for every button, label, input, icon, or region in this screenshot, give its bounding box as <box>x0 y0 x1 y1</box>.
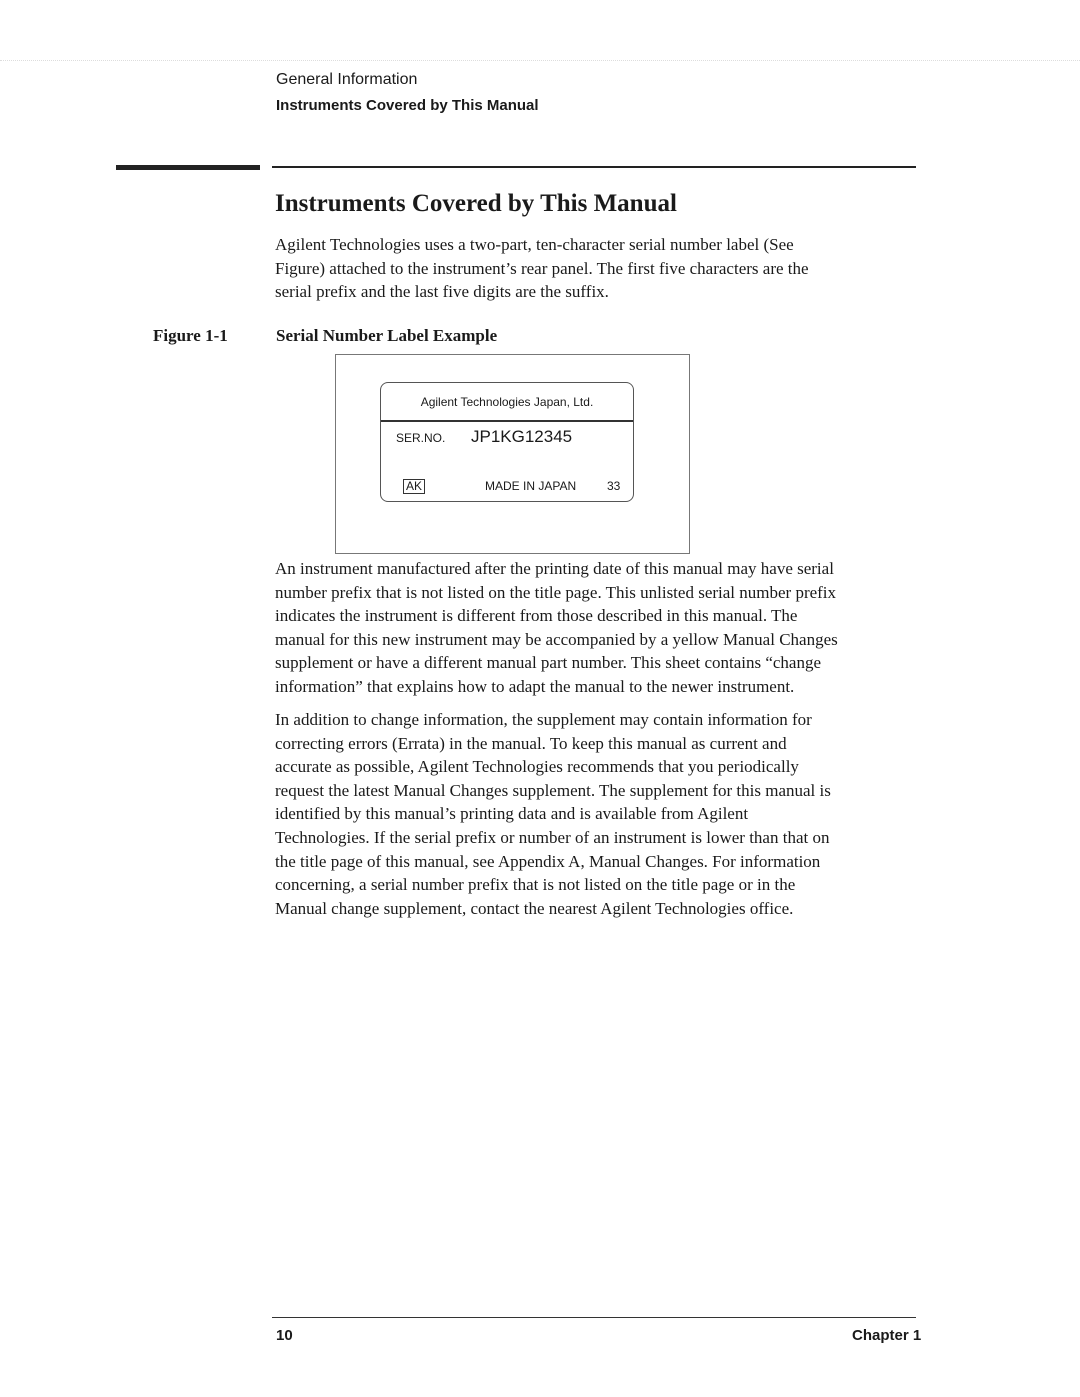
label-company: Agilent Technologies Japan, Ltd. <box>420 395 594 409</box>
text-line: In addition to change information, the supplement may contain information for <box>275 710 812 729</box>
section-bar <box>116 165 260 170</box>
page-number: 10 <box>276 1327 293 1344</box>
text-line: concerning, a serial number prefix that is not listed on the title page or in the <box>275 875 796 895</box>
scan-edge <box>0 60 1080 61</box>
text-line: Manual change supplement, contact the nearest Agilent Technologies office. <box>275 898 794 918</box>
text-line: Agilent Technologies uses a two-part, ten-character serial number label (See <box>275 235 794 254</box>
label-serial-number: JP1KG12345 <box>471 427 573 446</box>
chapter-label: Chapter 1 <box>852 1327 922 1344</box>
text-line: supplement or have a different manual part number. This sheet contains “change <box>275 653 822 673</box>
text-line: Technologies. If the serial prefix or number of an instrument is lower than that on <box>275 827 830 847</box>
label-divider <box>381 420 633 422</box>
text-line: serial prefix and the last five digits are the suffix. <box>275 282 609 302</box>
page-title: Instruments Covered by This Manual <box>275 190 677 217</box>
text-line: number prefix that is not listed on the title page. This unlisted serial number prefix <box>275 582 837 602</box>
text-line: identified by this manual’s printing data and is available from Agilent <box>275 804 749 824</box>
running-header-section: General Information <box>276 71 418 88</box>
label-ser-prefix: SER.NO. <box>396 431 446 445</box>
text-line: accurate as possible, Agilent Technologies recommends that you periodically <box>275 757 799 777</box>
label-code: 33 <box>607 479 621 493</box>
text-line: An instrument manufactured after the printing date of this manual may have serial <box>275 559 834 578</box>
text-line: indicates the instrument is different from those described in this manual. The <box>275 606 798 626</box>
text-line: Figure) attached to the instrument’s rear panel. The first five characters are the <box>275 258 809 278</box>
text-line: request the latest Manual Changes supplement. The supplement for this manual is <box>275 780 831 800</box>
running-header-subsection: Instruments Covered by This Manual <box>276 97 539 114</box>
figure-title: Serial Number Label Example <box>276 326 498 345</box>
serial-number-label <box>380 382 634 502</box>
intro-paragraph <box>275 233 925 304</box>
label-mark: AK <box>403 479 425 494</box>
footer-rule <box>272 1317 916 1318</box>
text-line: correcting errors (Errata) in the manual. To keep this manual as current and <box>275 733 787 753</box>
section-rule <box>272 166 916 168</box>
paragraph-2 <box>275 557 925 699</box>
figure-number: Figure 1-1 <box>153 326 228 345</box>
paragraph-3 <box>275 708 925 920</box>
text-line: the title page of this manual, see Appendix A, Manual Changes. For information <box>275 851 821 871</box>
label-origin: MADE IN JAPAN <box>485 479 577 493</box>
text-line: information” that explains how to adapt the manual to the newer instrument. <box>275 676 795 696</box>
text-line: manual for this new instrument may be accompanied by a yellow Manual Changes <box>275 629 838 649</box>
